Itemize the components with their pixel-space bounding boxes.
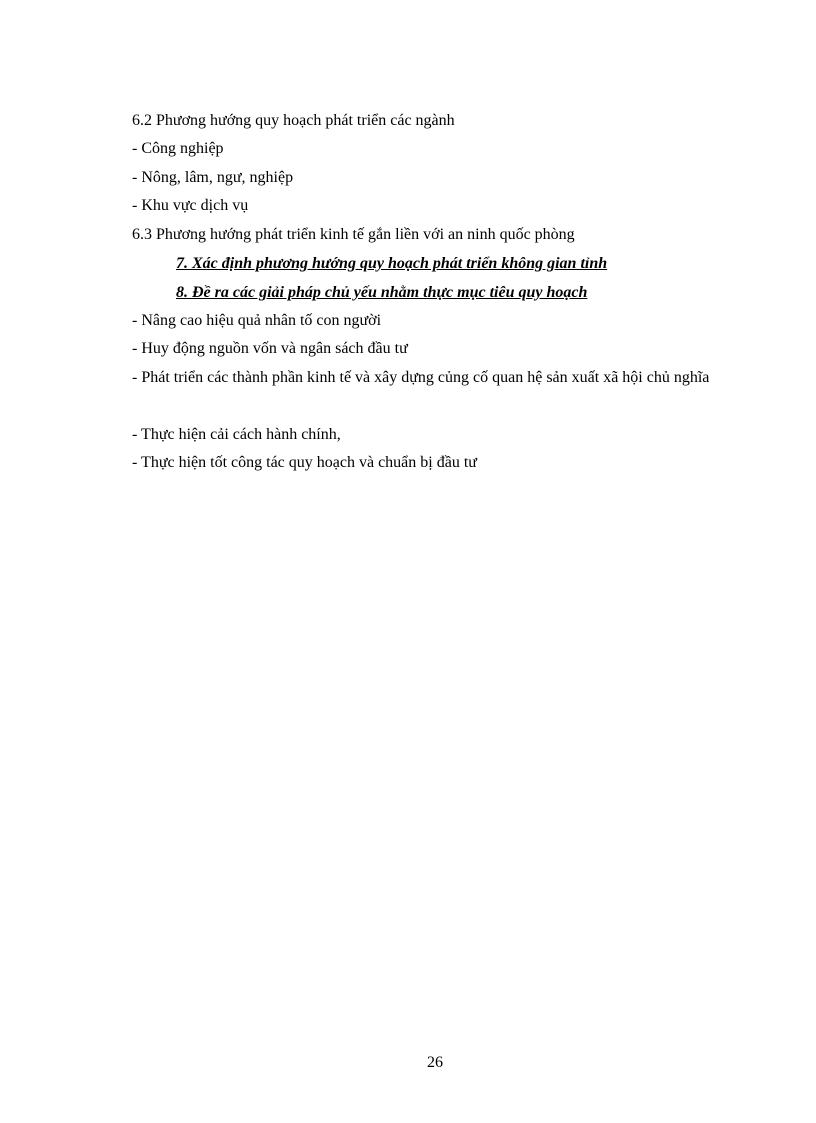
- list-item-cong-tac-quy-hoach: - Thực hiện tốt công tác quy hoạch và chuẩn bị đầu tư: [132, 454, 477, 471]
- list-item-nang-cao-hieu-qua: - Nâng cao hiệu quả nhân tố con người: [132, 312, 382, 329]
- list-item-phat-trien-thanh-phan-kinh-te: - Phát triển các thành phần kinh tế và xây dựng củng cố quan hệ sản xuất xã hội chủ nghĩa: [132, 369, 710, 386]
- section-7-heading: 7. Xác định phương hướng quy hoạch phát triển không gian tỉnh: [176, 255, 608, 272]
- list-item-cai-cach-hanh-chinh: - Thực hiện cải cách hành chính,: [132, 426, 341, 443]
- section-8-heading: 8. Đề ra các giải pháp chủ yếu nhằm thực mục tiêu quy hoạch: [176, 284, 588, 301]
- page-number: 26: [427, 1054, 443, 1071]
- list-item-huy-dong-nguon-von: - Huy động nguồn vốn và ngân sách đầu tư: [132, 340, 408, 357]
- section-6-2-title: 6.2 Phương hướng quy hoạch phát triển các ngành: [132, 112, 455, 129]
- list-item-nong-lam-ngu-nghiep: - Nông, lâm, ngư, nghiệp: [132, 169, 294, 186]
- section-6-3-title: 6.3 Phương hướng phát triển kinh tế gắn liền với an ninh quốc phòng: [132, 226, 575, 243]
- list-item-khu-vuc-dich-vu: - Khu vực dịch vụ: [132, 197, 249, 214]
- list-item-cong-nghiep: - Công nghiệp: [132, 140, 224, 157]
